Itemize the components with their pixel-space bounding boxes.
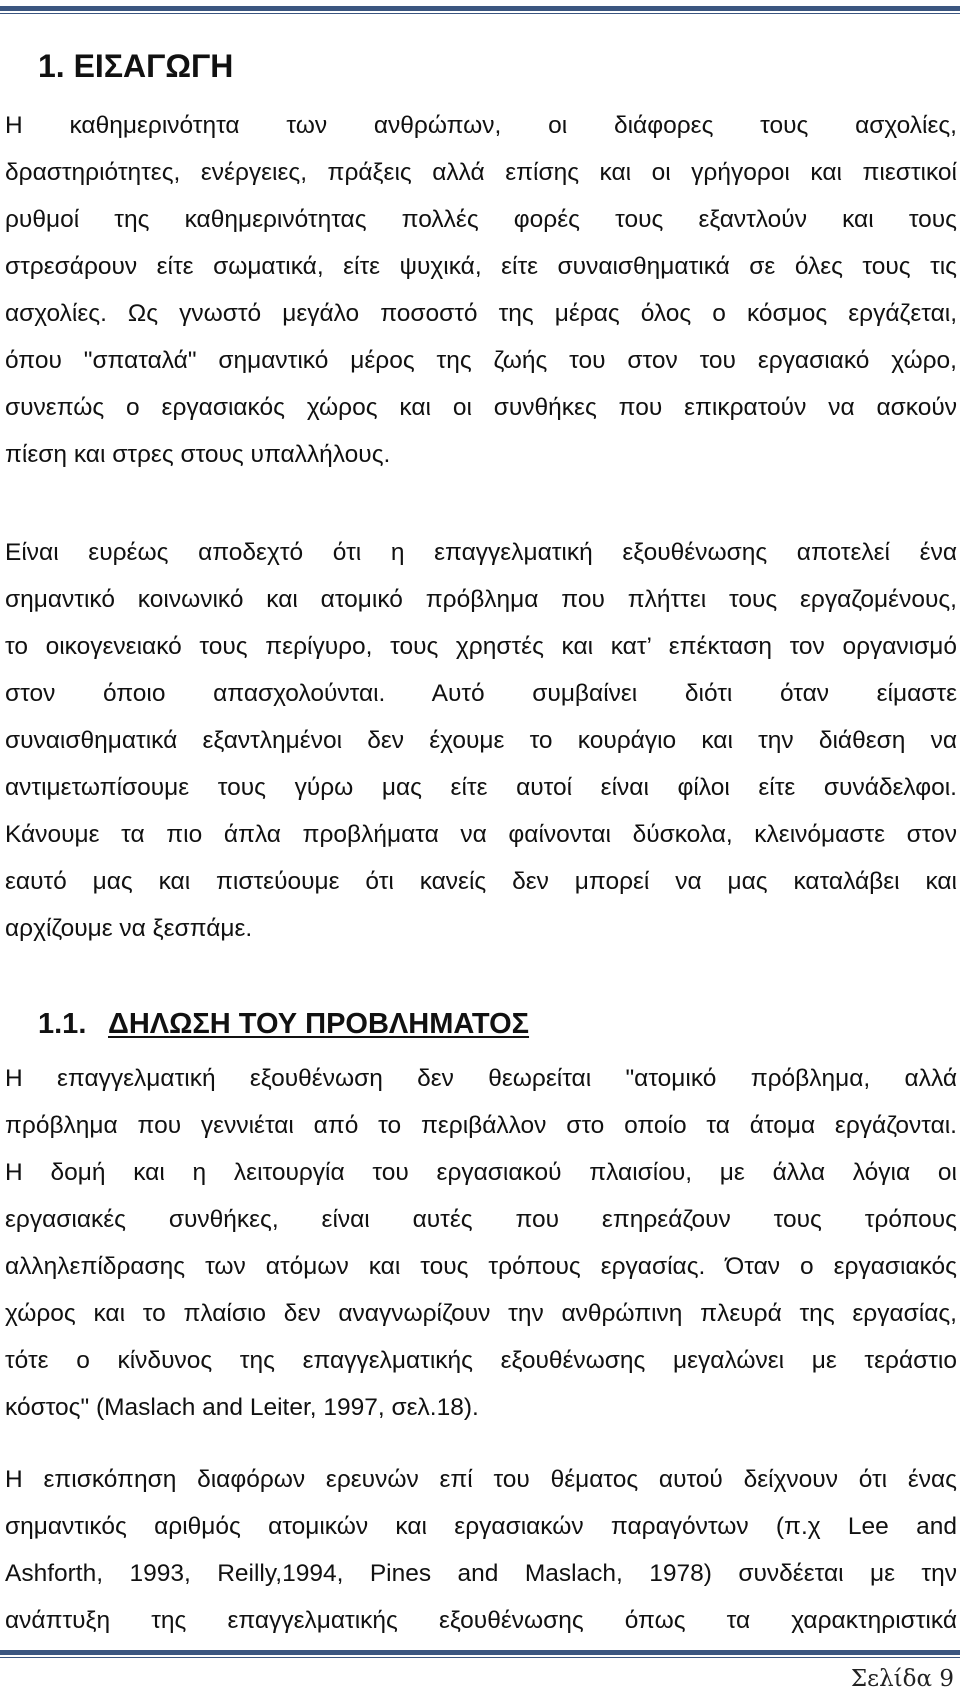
text-line: σημαντικό κοινωνικό και ατομικό πρόβλημα που πλήττει τους εργαζομένους,	[5, 586, 957, 613]
text-line: συναισθηματικά εξαντλημένοι δεν έχουμε το κουράγιο και την διάθεση να	[5, 727, 957, 754]
text-line: το οικογενειακό τους περίγυρο, τους χρηστές και κατ’ επέκταση τον οργανισμό	[5, 633, 957, 660]
text-line: Είναι ευρέως αποδεχτό ότι η επαγγελματική εξουθένωσης αποτελεί ένα	[5, 539, 957, 566]
text-line: αρχίζουμε να ξεσπάμε.	[5, 915, 253, 942]
text-line: αλληλεπίδρασης των ατόμων και τους τρόπους εργασίας. Όταν ο εργασιακός	[5, 1253, 957, 1280]
text-line: δραστηριότητες, ενέργειες, πράξεις αλλά επίσης και οι γρήγοροι και πιεστικοί	[5, 159, 957, 186]
paragraph-problem-statement	[5, 1055, 957, 1431]
text-line: Ashforth, 1993, Reilly,1994, Pines and Maslach, 1978) συνδέεται με την	[5, 1560, 957, 1587]
text-line: εργασιακές συνθήκες, είναι αυτές που επηρεάζουν τους τρόπους	[5, 1206, 957, 1233]
text-line: ασχολίες. Ως γνωστό μεγάλο ποσοστό της μέρας όλος ο κόσμος εργάζεται,	[5, 300, 957, 327]
text-line: Η δομή και η λειτουργία του εργασιακού πλαισίου, με άλλα λόγια οι	[5, 1159, 957, 1186]
text-line: όπου "σπαταλά" σημαντικό μέρος της ζωής του στον του εργασιακό χώρο,	[5, 347, 957, 374]
text-line: αντιμετωπίσουμε τους γύρω μας είτε αυτοί είναι φίλοι είτε συνάδελφοι.	[5, 774, 957, 801]
text-line: ρυθμοί της καθημερινότητας πολλές φορές τους εξαντλούν και τους	[5, 206, 957, 233]
page-number: Σελίδα 9	[850, 1666, 954, 1692]
subsection-heading	[38, 1004, 529, 1044]
text-line: Η επισκόπηση διαφόρων ερευνών επί του θέματος αυτού δείχνουν ότι ένας	[5, 1466, 957, 1493]
text-line: κόστος" (Maslach and Leiter, 1997, σελ.18).	[5, 1394, 479, 1421]
text-line: τότε ο κίνδυνος της επαγγελματικής εξουθένωσης μεγαλώνει με τεράστιο	[5, 1347, 957, 1374]
text-line: στον όποιο απασχολούνται. Αυτό συμβαίνει διότι όταν είμαστε	[5, 680, 957, 707]
paragraph-burnout-problem	[5, 529, 957, 952]
text-line: χώρος και το πλαίσιο δεν αναγνωρίζουν την ανθρώπινη πλευρά της εργασίας,	[5, 1300, 957, 1327]
paragraph-introduction	[5, 102, 957, 478]
paragraph-research-review	[5, 1456, 957, 1644]
subsection-number: 1.1.	[38, 1008, 87, 1040]
text-line: Κάνουμε τα πιο άπλα προβλήματα να φαίνονται δύσκολα, κλεινόμαστε στον	[5, 821, 957, 848]
text-line: σημαντικός αριθμός ατομικών και εργασιακών παραγόντων (π.χ Lee and	[5, 1513, 957, 1540]
text-line: πρόβλημα που γεννιέται από το περιβάλλον στο οποίο τα άτομα εργάζονται.	[5, 1112, 957, 1139]
text-line: Η επαγγελματική εξουθένωση δεν θεωρείται "ατομικό πρόβλημα, αλλά	[5, 1065, 957, 1092]
text-line: εαυτό μας και πιστεύουμε ότι κανείς δεν μπορεί να μας καταλάβει και	[5, 868, 957, 895]
text-line: πίεση και στρες στους υπαλλήλους.	[5, 441, 391, 468]
header-rule	[0, 6, 960, 14]
section-heading: 1. ΕΙΣΑΓΩΓΗ	[38, 48, 234, 84]
text-line: Η καθημερινότητα των ανθρώπων, οι διάφορες τους ασχολίες,	[5, 112, 957, 139]
subsection-title: ΔΗΛΩΣΗ ΤΟΥ ΠΡΟΒΛΗΜΑΤΟΣ	[108, 1008, 530, 1040]
text-line: στρεσάρουν είτε σωματικά, είτε ψυχικά, είτε συναισθηματικά σε όλες τους τις	[5, 253, 957, 280]
footer-rule	[0, 1650, 960, 1658]
text-line: ανάπτυξη της επαγγελματικής εξουθένωσης όπως τα χαρακτηριστικά	[5, 1607, 957, 1634]
text-line: συνεπώς ο εργασιακός χώρος και οι συνθήκες που επικρατούν να ασκούν	[5, 394, 957, 421]
